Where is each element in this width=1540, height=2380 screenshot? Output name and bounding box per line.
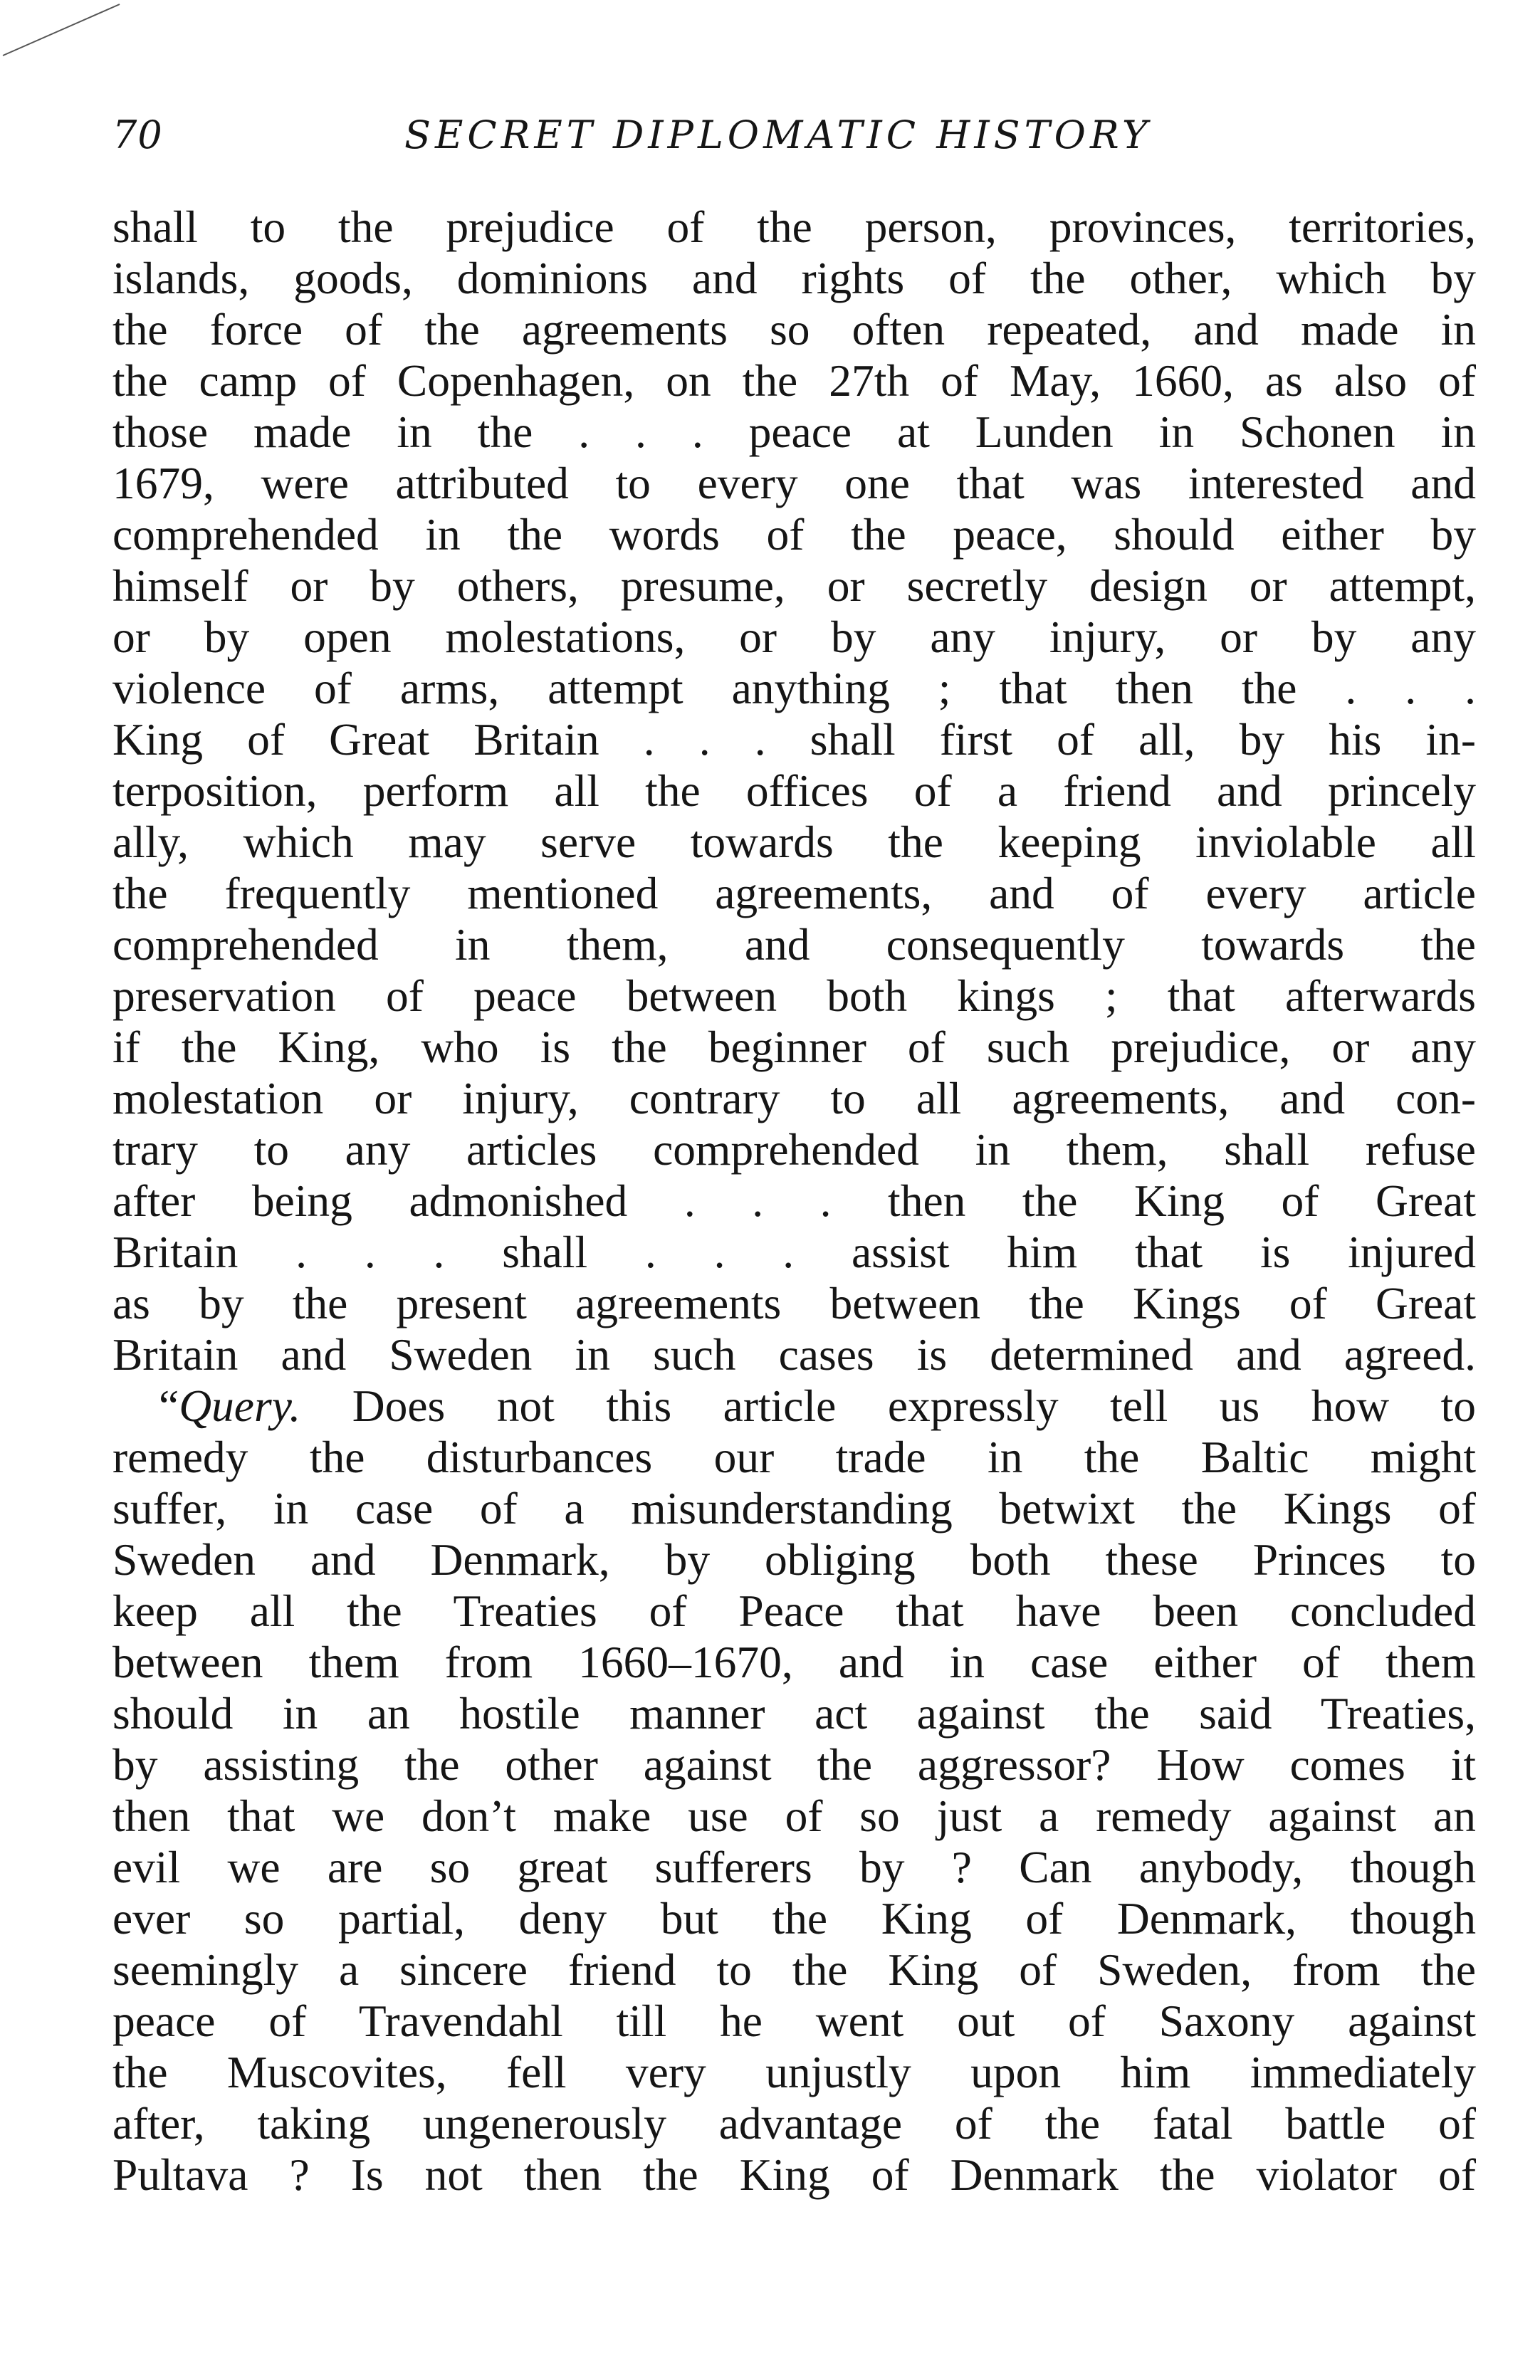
text-line: between them from 1660–1670, and in case either of them	[112, 1637, 1476, 1687]
text-line: the frequently mentioned agreements, and of every article	[112, 868, 1476, 918]
text-line: molestation or injury, contrary to all agreements, and con-	[112, 1073, 1476, 1123]
text-line: ally, which may serve towards the keeping inviolable all	[112, 817, 1476, 867]
text-line: preservation of peace between both kings ; that afterwards	[112, 970, 1476, 1021]
text-line: King of Great Britain . . . shall first of all, by his in-	[112, 714, 1476, 765]
text-line: by assisting the other against the aggressor? How comes it	[112, 1739, 1476, 1790]
text-line: those made in the . . . peace at Lunden in Schonen in	[112, 407, 1476, 457]
text-line: suffer, in case of a misunderstanding betwixt the Kings of	[112, 1483, 1476, 1534]
text-line: as by the present agreements between the Kings of Great	[112, 1278, 1476, 1328]
scan-pen-stroke	[0, 0, 128, 64]
running-title: SECRET DIPLOMATIC HISTORY	[404, 112, 1152, 157]
running-header	[112, 107, 1476, 164]
body-text	[112, 201, 1476, 2201]
text-line: if the King, who is the beginner of such prejudice, or any	[112, 1022, 1476, 1072]
text-line: the force of the agreements so often repeated, and made in	[112, 304, 1476, 355]
text-line: violence of arms, attempt anything ; that then the . . .	[112, 663, 1476, 713]
text-line: trary to any articles comprehended in them, shall refuse	[112, 1124, 1476, 1175]
text-line: keep all the Treaties of Peace that have been concluded	[112, 1585, 1476, 1636]
query-line	[112, 1380, 1476, 1432]
text-line: Britain . . . shall . . . assist him that is injured	[112, 1227, 1476, 1277]
text-line: Britain and Sweden in such cases is determined and agreed.	[112, 1329, 1476, 1380]
text-line: the Muscovites, fell very unjustly upon him immediately	[112, 2047, 1476, 2097]
text-line: remedy the disturbances our trade in the Baltic might	[112, 1432, 1476, 1482]
text-line: comprehended in them, and consequently towards the	[112, 919, 1476, 970]
text-line: Sweden and Denmark, by obliging both these Princes to	[112, 1534, 1476, 1585]
query-first-line-text: Does not this article expressly tell us how to	[352, 1380, 1476, 1431]
text-line: the camp of Copenhagen, on the 27th of May, 1660, as also of	[112, 355, 1476, 406]
text-line: peace of Travendahl till he went out of Saxony against	[112, 1996, 1476, 2046]
text-line: himself or by others, presume, or secretly design or attempt,	[112, 560, 1476, 611]
text-line: comprehended in the words of the peace, should either by	[112, 509, 1476, 560]
text-line: 1679, were attributed to every one that was interested and	[112, 458, 1476, 508]
text-line: then that we don’t make use of so just a remedy against an	[112, 1791, 1476, 1841]
text-line: or by open molestations, or by any injury, or by any	[112, 612, 1476, 662]
text-line: seemingly a sincere friend to the King of Sweden, from the	[112, 1944, 1476, 1995]
opening-quote: “	[159, 1380, 179, 1431]
text-line: islands, goods, dominions and rights of the other, which by	[112, 253, 1476, 303]
text-line: should in an hostile manner act against the said Treaties,	[112, 1688, 1476, 1739]
text-line: after, taking ungenerously advantage of the fatal battle of	[112, 2098, 1476, 2149]
text-line: evil we are so great sufferers by ? Can anybody, though	[112, 1842, 1476, 1892]
text-line: ever so partial, deny but the King of Denmark, though	[112, 1893, 1476, 1944]
query-label: Query.	[179, 1380, 301, 1431]
text-line: Pultava ? Is not then the King of Denmark the violator of	[112, 2149, 1476, 2200]
text-line: shall to the prejudice of the person, provinces, territories,	[112, 201, 1476, 252]
page-number: 70	[112, 112, 163, 157]
text-line: after being admonished . . . then the King of Great	[112, 1175, 1476, 1226]
text-line: terposition, perform all the offices of a friend and princely	[112, 765, 1476, 816]
